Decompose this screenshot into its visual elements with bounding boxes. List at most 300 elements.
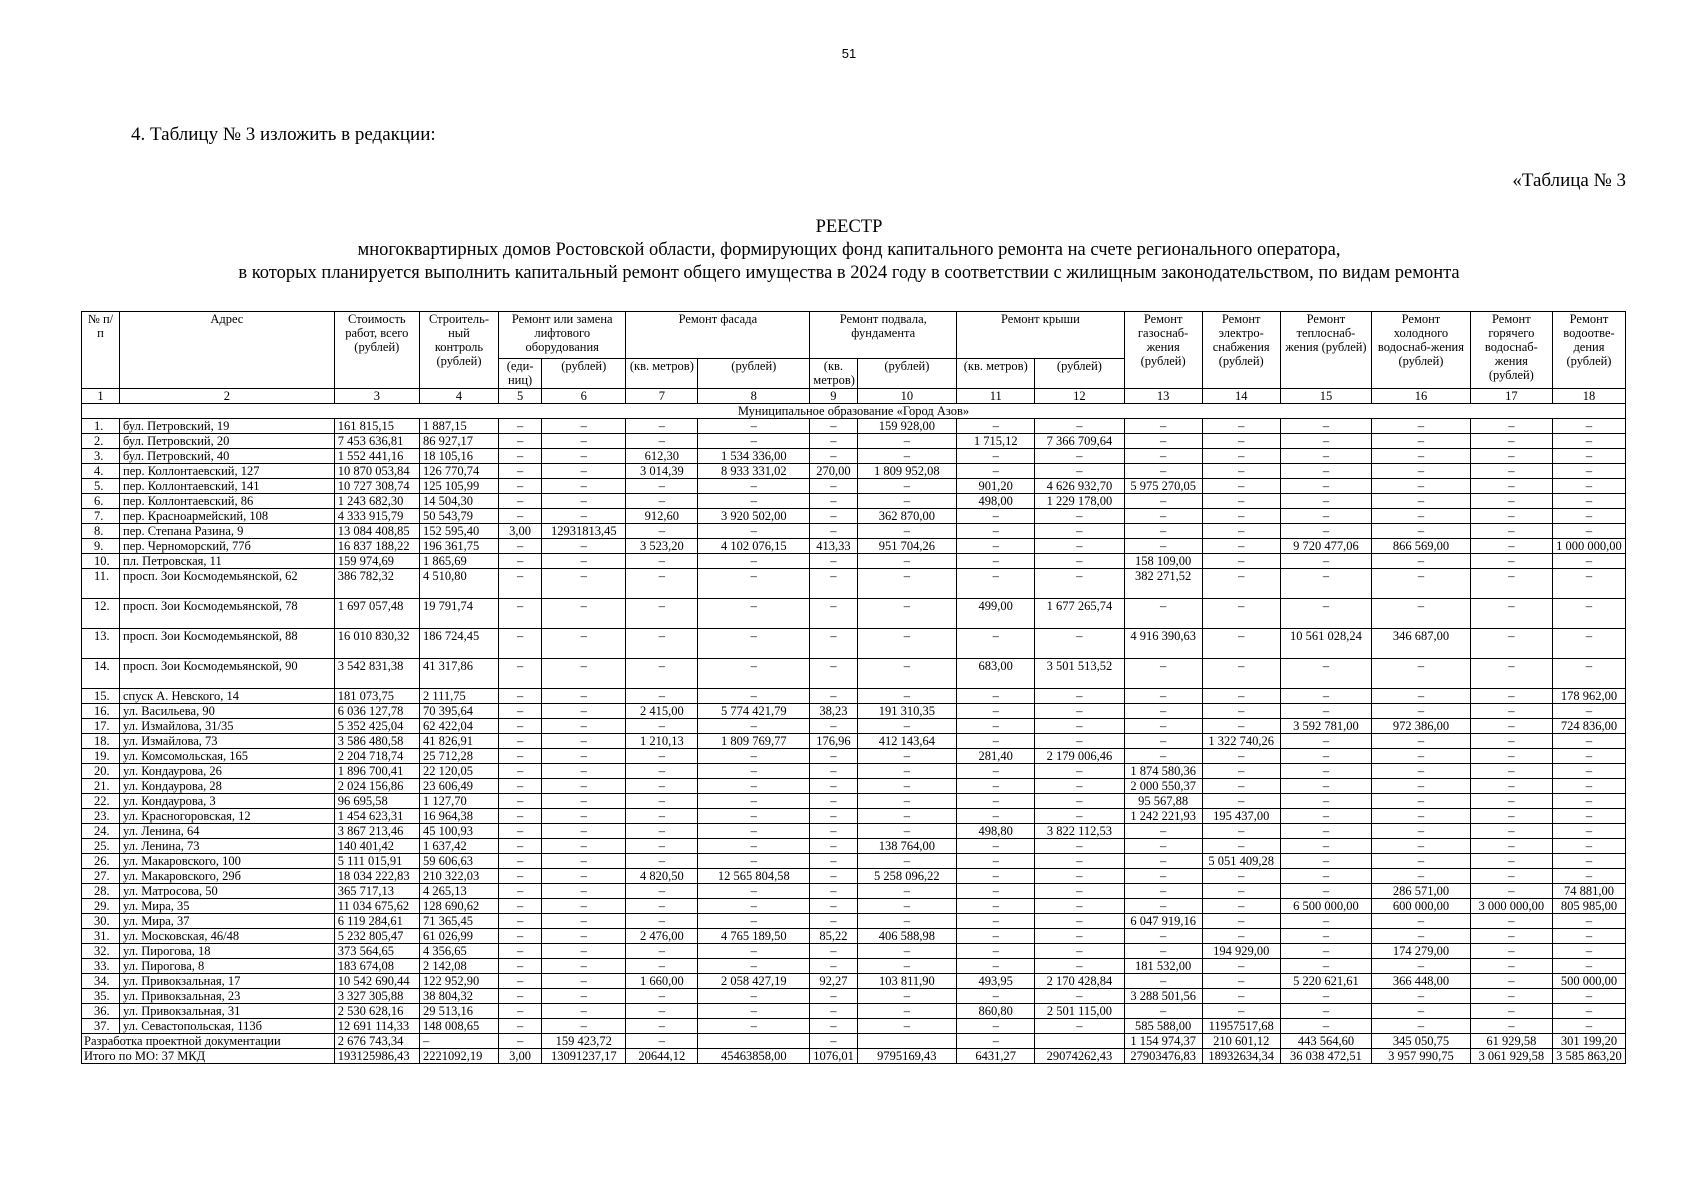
table-cell: – [1202,869,1280,884]
table-cell: 34. [82,974,120,989]
table-cell: – [1202,449,1280,464]
table-cell: – [1280,794,1371,809]
table-cell: – [957,839,1035,854]
table-cell: – [1035,869,1124,884]
table-cell: 4 916 390,63 [1124,629,1202,659]
table-cell: – [499,629,542,659]
table-cell: 3 523,20 [626,539,698,554]
table-cell: – [499,854,542,869]
table-cell: – [1280,464,1371,479]
table-cell: 8. [82,524,120,539]
table-cell: – [1552,989,1625,1004]
column-number-cell: 13 [1124,389,1202,404]
table-cell: 41 826,91 [419,734,498,749]
address-cell: ул. Мира, 35 [120,899,335,914]
table-cell: 6 036 127,78 [334,704,419,719]
table-cell [857,1034,957,1049]
table-cell: – [542,974,626,989]
table-row [82,569,1626,599]
table-cell: 8 933 331,02 [698,464,810,479]
table-cell: 1 874 580,36 [1124,764,1202,779]
table-cell [698,1034,810,1049]
table-cell: – [1372,524,1471,539]
table-cell: – [1552,449,1625,464]
table-cell: – [1552,494,1625,509]
address-cell: ул. Привокзальная, 17 [120,974,335,989]
table-cell: – [499,599,542,629]
table-cell: – [1470,764,1552,779]
table-cell: – [542,809,626,824]
table-cell: – [857,689,957,704]
table-cell: – [499,434,542,449]
table-cell: – [1470,704,1552,719]
table-cell: 13091237,17 [542,1049,626,1064]
table-cell: – [810,599,857,629]
column-number-cell: 8 [698,389,810,404]
subheader-roof-rub: (рублей) [1035,359,1124,389]
table-cell: 6 047 919,16 [1124,914,1202,929]
table-cell: – [499,1019,542,1034]
table-cell: – [1202,719,1280,734]
table-cell: – [810,689,857,704]
table-cell: 16 837 188,22 [334,539,419,554]
table-cell: – [1202,779,1280,794]
table-cell: 3. [82,449,120,464]
table-cell: – [1035,449,1124,464]
table-cell: – [698,779,810,794]
table-cell: – [1470,959,1552,974]
table-cell: – [1202,974,1280,989]
table-cell: – [1552,749,1625,764]
table-cell: – [698,764,810,779]
table-cell: – [698,824,810,839]
table-cell: – [542,1004,626,1019]
table-cell: – [857,719,957,734]
table-cell: 1 896 700,41 [334,764,419,779]
table-cell: 191 310,35 [857,704,957,719]
table-cell: – [542,689,626,704]
table-cell: – [810,1034,857,1049]
table-cell: – [499,959,542,974]
table-cell: – [1372,749,1471,764]
address-cell: ул. Севастопольская, 113б [120,1019,335,1034]
table-row [82,554,1626,569]
table-cell: 10 542 690,44 [334,974,419,989]
table-cell: – [626,524,698,539]
table-cell: – [957,419,1035,434]
table-cell: – [698,419,810,434]
table-cell: – [698,659,810,689]
table-cell: – [810,1019,857,1034]
table-cell: 24. [82,824,120,839]
table-cell: – [1552,809,1625,824]
table-cell: – [698,554,810,569]
table-cell: 186 724,45 [419,629,498,659]
table-row [82,464,1626,479]
table-cell: – [1124,884,1202,899]
table-cell: 12 691 114,33 [334,1019,419,1034]
table-cell: 382 271,52 [1124,569,1202,599]
table-cell: 6. [82,494,120,509]
table-cell: 1. [82,419,120,434]
address-cell: ул. Пирогова, 18 [120,944,335,959]
table-cell: – [1372,704,1471,719]
table-cell: – [857,764,957,779]
table-cell: 1 552 441,16 [334,449,419,464]
address-cell: спуск А. Невского, 14 [120,689,335,704]
table-cell: 11. [82,569,120,599]
table-cell: – [810,749,857,764]
table-cell: – [542,449,626,464]
subheader-lift-units: (еди-ниц) [499,359,542,389]
table-cell: 498,80 [957,824,1035,839]
table-cell: – [1124,719,1202,734]
table-cell: 70 395,64 [419,704,498,719]
table-cell: – [698,599,810,629]
table-cell: – [626,1019,698,1034]
table-cell: – [626,809,698,824]
table-cell: 122 952,90 [419,974,498,989]
table-cell: – [499,869,542,884]
table-cell: – [857,884,957,899]
table-cell: – [1552,569,1625,599]
table-cell: – [810,959,857,974]
table-cell: 346 687,00 [1372,629,1471,659]
table-cell: 413,33 [810,539,857,554]
table-row [82,434,1626,449]
table-cell: – [1552,1019,1625,1034]
address-cell: ул. Привокзальная, 31 [120,1004,335,1019]
table-cell: 412 143,64 [857,734,957,749]
table-cell: 1 534 336,00 [698,449,810,464]
table-cell: – [1372,509,1471,524]
table-cell: – [810,944,857,959]
table-cell: 5 258 096,22 [857,869,957,884]
table-cell: – [1280,824,1371,839]
table-cell: – [542,719,626,734]
table-cell: 345 050,75 [1372,1034,1471,1049]
table-cell: – [1470,884,1552,899]
table-row [82,719,1626,734]
table-cell: – [1202,794,1280,809]
table-row [82,869,1626,884]
total-row-label: Итого по МО: 37 МКД [82,1049,335,1064]
address-cell: бул. Петровский, 20 [120,434,335,449]
table-cell: – [1470,779,1552,794]
table-cell: – [542,539,626,554]
column-number-cell: 7 [626,389,698,404]
table-row [82,539,1626,554]
table-cell: – [1280,449,1371,464]
table-row [82,929,1626,944]
table-cell: – [957,899,1035,914]
header-gas: Ремонт газоснаб-жения (рублей) [1124,312,1202,389]
table-cell: 36 038 472,51 [1280,1049,1371,1064]
table-cell: 7 366 709,64 [1035,434,1124,449]
table-cell: – [1280,734,1371,749]
address-cell: просп. Зои Космодемьянской, 78 [120,599,335,629]
table-row [82,854,1626,869]
table-cell: – [1372,1004,1471,1019]
table-cell: 972 386,00 [1372,719,1471,734]
table-cell: 4 765 189,50 [698,929,810,944]
table-cell: – [542,509,626,524]
table-cell: 805 985,00 [1552,899,1625,914]
table-cell: 181 073,75 [334,689,419,704]
table-cell: – [542,779,626,794]
table-row [82,689,1626,704]
table-cell: – [1202,509,1280,524]
table-cell: – [1470,659,1552,689]
table-cell: 3 592 781,00 [1280,719,1371,734]
table-cell: – [1470,929,1552,944]
table-cell: – [499,509,542,524]
table-cell: 183 674,08 [334,959,419,974]
header-lift: Ремонт или замена лифтового оборудования [499,312,626,359]
table-cell: 3 327 305,88 [334,989,419,1004]
table-cell: – [499,1034,542,1049]
table-cell: 1 000 000,00 [1552,539,1625,554]
table-cell: – [1280,419,1371,434]
table-cell: – [542,554,626,569]
table-cell: – [957,854,1035,869]
column-number-cell: 9 [810,389,857,404]
table-cell: 901,20 [957,479,1035,494]
table-cell: 3 920 502,00 [698,509,810,524]
table-cell: 866 569,00 [1372,539,1471,554]
table-cell: – [810,449,857,464]
table-cell: – [698,989,810,1004]
table-cell: – [1552,944,1625,959]
table-row [82,479,1626,494]
address-cell: пер. Красноармейский, 108 [120,509,335,524]
table-cell: – [626,479,698,494]
table-cell: – [1470,494,1552,509]
table-cell: 12 565 804,58 [698,869,810,884]
table-cell: – [1372,989,1471,1004]
table-cell: – [1202,1004,1280,1019]
table-cell: – [810,1004,857,1019]
table-cell: – [957,464,1035,479]
table-cell: – [499,1004,542,1019]
table-cell: – [957,1019,1035,1034]
table-cell: – [698,1019,810,1034]
table-cell: – [1035,914,1124,929]
table-cell: – [810,524,857,539]
table-cell: 126 770,74 [419,464,498,479]
table-cell: – [626,629,698,659]
table-cell: 3 061 929,58 [1470,1049,1552,1064]
table-cell: 61 929,58 [1470,1034,1552,1049]
table-cell: – [626,1004,698,1019]
table-cell: 178 962,00 [1552,689,1625,704]
table-cell: – [857,809,957,824]
table-cell: 33. [82,959,120,974]
address-cell: ул. Васильева, 90 [120,704,335,719]
table-cell: – [1035,734,1124,749]
table-cell: – [1470,554,1552,569]
table-cell: – [1470,449,1552,464]
table-cell: – [499,704,542,719]
table-row [82,419,1626,434]
table-cell: – [698,914,810,929]
table-cell: – [1035,1019,1124,1034]
table-cell: 148 008,65 [419,1019,498,1034]
table-cell: – [542,944,626,959]
table-cell: 2 170 428,84 [1035,974,1124,989]
table-row [82,809,1626,824]
table-cell: – [499,659,542,689]
table-cell: 11 034 675,62 [334,899,419,914]
table-row [82,899,1626,914]
address-cell: ул. Красногоровская, 12 [120,809,335,824]
table-cell: – [1202,479,1280,494]
table-cell: – [1280,689,1371,704]
table-cell: 128 690,62 [419,899,498,914]
header-facade: Ремонт фасада [626,312,810,359]
table-cell: – [542,494,626,509]
table-cell: 1 242 221,93 [1124,809,1202,824]
table-cell: – [626,854,698,869]
table-cell: 22. [82,794,120,809]
table-cell: 23. [82,809,120,824]
table-cell: 3,00 [499,524,542,539]
table-cell: – [1552,599,1625,629]
table-cell: 181 532,00 [1124,959,1202,974]
table-cell: 158 109,00 [1124,554,1202,569]
table-cell: 1076,01 [810,1049,857,1064]
table-cell: – [1470,629,1552,659]
table-cell: – [1280,509,1371,524]
table-cell: – [1035,704,1124,719]
table-cell: – [1552,659,1625,689]
table-cell: – [1372,869,1471,884]
table-cell: 443 564,60 [1280,1034,1371,1049]
address-cell: пер. Степана Разина, 9 [120,524,335,539]
table-cell: – [499,479,542,494]
table-cell: – [542,929,626,944]
table-cell: 4 626 932,70 [1035,479,1124,494]
table-cell: – [1035,899,1124,914]
table-cell: – [1372,839,1471,854]
table-cell: 2 024 156,86 [334,779,419,794]
table-cell: – [1552,779,1625,794]
table-cell: – [810,419,857,434]
table-cell: – [1124,509,1202,524]
table-cell: 3 957 990,75 [1372,1049,1471,1064]
table-cell: 37. [82,1019,120,1034]
table-cell: – [1470,599,1552,629]
table-cell: 36. [82,1004,120,1019]
table-cell: 18 034 222,83 [334,869,419,884]
table-cell: 2 142,08 [419,959,498,974]
table-cell: 498,00 [957,494,1035,509]
table-cell: – [1552,479,1625,494]
table-cell: – [499,824,542,839]
table-cell: – [957,914,1035,929]
table-cell: 1 865,69 [419,554,498,569]
table-cell: – [1280,809,1371,824]
table-cell: – [542,479,626,494]
table-cell: – [1552,839,1625,854]
registry-table [81,311,1626,1064]
table-cell: – [499,719,542,734]
address-cell: ул. Кондаурова, 26 [120,764,335,779]
table-cell: – [1470,839,1552,854]
table-cell: – [857,449,957,464]
table-cell: – [626,824,698,839]
table-cell: – [1470,974,1552,989]
table-cell: – [626,689,698,704]
table-cell: – [1470,434,1552,449]
table-cell: 13 084 408,85 [334,524,419,539]
header-roof: Ремонт крыши [957,312,1124,359]
table-cell: – [1552,959,1625,974]
table-cell: – [1552,734,1625,749]
table-cell: 1 677 265,74 [1035,599,1124,629]
table-cell: 281,40 [957,749,1035,764]
table-cell: – [1202,824,1280,839]
table-cell: – [499,899,542,914]
table-cell: – [1372,1019,1471,1034]
table-cell: – [542,629,626,659]
table-cell: – [1470,509,1552,524]
table-cell: – [698,854,810,869]
table-cell: 2 179 006,46 [1035,749,1124,764]
table-cell: 174 279,00 [1372,944,1471,959]
table-cell: – [1202,539,1280,554]
table-cell: – [1552,854,1625,869]
table-cell: – [857,554,957,569]
table-cell: – [499,794,542,809]
table-cell: 50 543,79 [419,509,498,524]
table-cell: – [1035,554,1124,569]
table-cell: – [1552,419,1625,434]
table-cell: – [698,494,810,509]
table-cell: – [1470,734,1552,749]
table-cell: – [499,989,542,1004]
column-number-cell: 11 [957,389,1035,404]
table-cell: – [499,554,542,569]
table-cell: 13. [82,629,120,659]
table-row [82,524,1626,539]
table-cell: – [1124,1004,1202,1019]
table-cell: 59 606,63 [419,854,498,869]
design-documentation-row-label: Разработка проектной документации [82,1034,335,1049]
table-cell: – [542,959,626,974]
table-cell: – [1035,689,1124,704]
table-cell: – [1124,539,1202,554]
table-cell: – [499,494,542,509]
table-cell: – [957,734,1035,749]
table-row [82,629,1626,659]
table-cell: – [1470,749,1552,764]
table-cell: – [698,524,810,539]
table-row [82,959,1626,974]
table-cell: 22 120,05 [419,764,498,779]
table-cell: – [1470,419,1552,434]
table-cell: – [1035,719,1124,734]
address-cell: пер. Черноморский, 77б [120,539,335,554]
header-cold-water: Ремонт холодного водоснаб-жения (рублей) [1372,312,1471,389]
column-number-cell: 18 [1552,389,1625,404]
table-cell: – [499,884,542,899]
header-heat: Ремонт теплоснаб-жения (рублей) [1280,312,1371,389]
table-cell: – [499,464,542,479]
table-row [82,494,1626,509]
table-cell: – [1552,509,1625,524]
table-cell: – [542,884,626,899]
